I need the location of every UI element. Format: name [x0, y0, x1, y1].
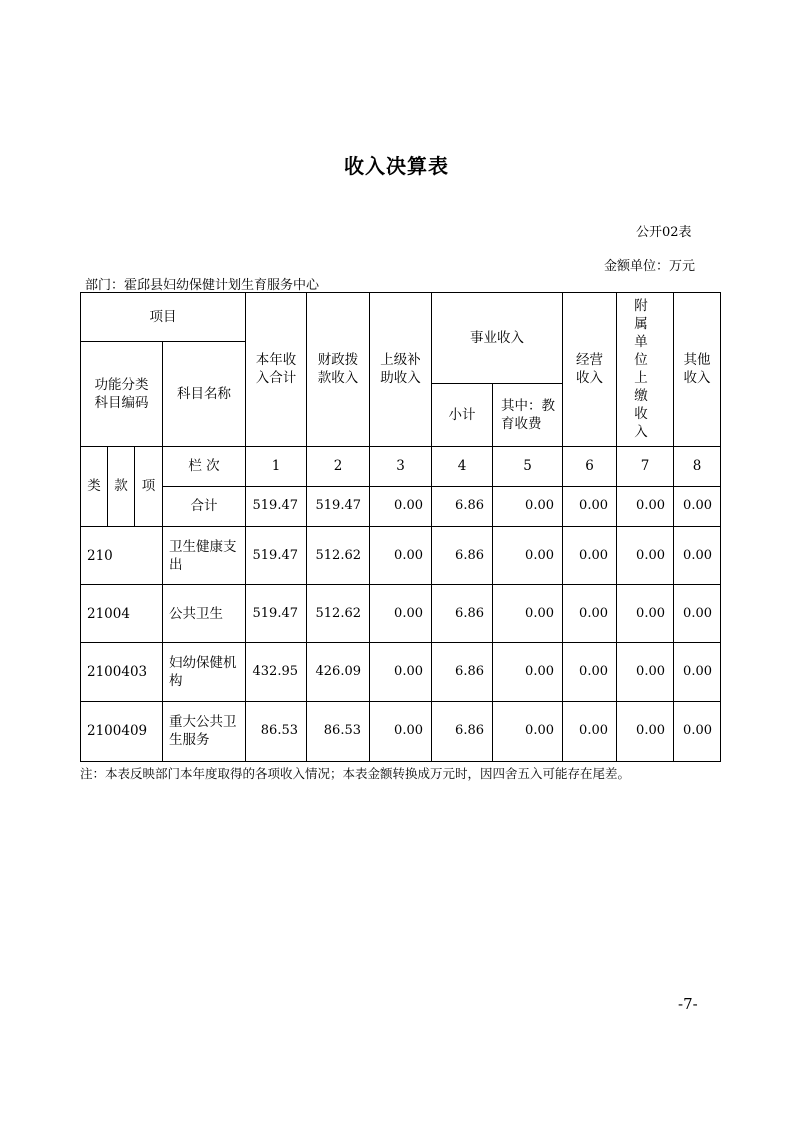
header-superior: 上级补助收入 — [370, 293, 432, 447]
form-number: 公开02表 — [636, 225, 692, 240]
total-cell: 519.47 — [307, 486, 370, 526]
header-edu-fee: 其中：教育收费 — [493, 384, 563, 446]
col-number: 7 — [617, 446, 674, 486]
row-cell: 0.00 — [370, 701, 432, 761]
row-code: 21004 — [81, 585, 163, 643]
row-cell: 0.00 — [493, 585, 563, 643]
row-cell: 0.00 — [563, 585, 617, 643]
page-number: -7- — [678, 995, 698, 1013]
header-fiscal: 财政拨款收入 — [307, 293, 370, 447]
row-cell: 0.00 — [617, 643, 674, 701]
row-cell: 519.47 — [246, 526, 307, 584]
header-kuan: 款 — [108, 446, 135, 526]
header-func-code: 功能分类科目编码 — [81, 342, 163, 446]
table-row — [81, 701, 721, 761]
total-row — [81, 486, 721, 526]
row-cell: 86.53 — [307, 701, 370, 761]
table-row — [81, 526, 721, 584]
header-other: 其他收入 — [674, 293, 721, 447]
total-cell: 0.00 — [674, 486, 721, 526]
header-row-1 — [81, 293, 721, 342]
column-number-row — [81, 446, 721, 486]
row-cell: 6.86 — [432, 585, 493, 643]
total-cell: 6.86 — [432, 486, 493, 526]
total-cell: 519.47 — [246, 486, 307, 526]
row-cell: 426.09 — [307, 643, 370, 701]
row-code: 2100403 — [81, 643, 163, 701]
footnote: 注：本表反映部门本年度取得的各项收入情况；本表金额转换成万元时，因四舍五入可能存在尾差。 — [80, 766, 631, 781]
total-cell: 0.00 — [493, 486, 563, 526]
row-cell: 0.00 — [617, 526, 674, 584]
row-code: 210 — [81, 526, 163, 584]
header-subject-name: 科目名称 — [163, 342, 246, 446]
row-cell: 0.00 — [674, 526, 721, 584]
total-cell: 0.00 — [617, 486, 674, 526]
row-cell: 0.00 — [370, 643, 432, 701]
row-cell: 0.00 — [674, 585, 721, 643]
row-cell: 0.00 — [674, 643, 721, 701]
total-cell: 0.00 — [563, 486, 617, 526]
row-cell: 0.00 — [617, 701, 674, 761]
header-operating: 经营收入 — [563, 293, 617, 447]
row-code: 2100409 — [81, 701, 163, 761]
row-cell: 6.86 — [432, 526, 493, 584]
row-cell: 519.47 — [246, 585, 307, 643]
col-number: 6 — [563, 446, 617, 486]
col-number: 8 — [674, 446, 721, 486]
header-xiang: 项 — [135, 446, 163, 526]
table-row — [81, 643, 721, 701]
total-cell: 0.00 — [370, 486, 432, 526]
row-cell: 0.00 — [563, 643, 617, 701]
income-table — [80, 292, 721, 762]
row-cell: 0.00 — [563, 701, 617, 761]
total-label: 合计 — [163, 486, 246, 526]
col-number: 4 — [432, 446, 493, 486]
row-cell: 0.00 — [493, 643, 563, 701]
row-cell: 0.00 — [370, 585, 432, 643]
row-cell: 0.00 — [674, 701, 721, 761]
row-cell: 0.00 — [617, 585, 674, 643]
header-business: 事业收入 — [432, 293, 563, 384]
row-name: 妇幼保健机构 — [163, 643, 246, 701]
row-cell: 432.95 — [246, 643, 307, 701]
row-cell: 0.00 — [493, 701, 563, 761]
header-affiliated: 附属单位上缴收入 — [617, 293, 674, 447]
row-cell: 0.00 — [370, 526, 432, 584]
row-cell: 512.62 — [307, 526, 370, 584]
col-number: 1 — [246, 446, 307, 486]
header-lei: 类 — [81, 446, 108, 526]
header-subtotal: 小计 — [432, 384, 493, 446]
row-name: 公共卫生 — [163, 585, 246, 643]
page-title: 收入决算表 — [344, 154, 449, 178]
table-row — [81, 585, 721, 643]
row-name: 卫生健康支出 — [163, 526, 246, 584]
row-cell: 0.00 — [563, 526, 617, 584]
header-project: 项目 — [81, 293, 246, 342]
col-number: 3 — [370, 446, 432, 486]
amount-unit: 金额单位：万元 — [604, 259, 696, 274]
row-cell: 512.62 — [307, 585, 370, 643]
header-total: 本年收入合计 — [246, 293, 307, 447]
row-cell: 6.86 — [432, 701, 493, 761]
row-cell: 0.00 — [493, 526, 563, 584]
department-label: 部门：霍邱县妇幼保健计划生育服务中心 — [85, 278, 320, 293]
row-cell: 6.86 — [432, 643, 493, 701]
row-name: 重大公共卫生服务 — [163, 701, 246, 761]
col-number: 2 — [307, 446, 370, 486]
row-cell: 86.53 — [246, 701, 307, 761]
header-lanci: 栏 次 — [163, 446, 246, 486]
col-number: 5 — [493, 446, 563, 486]
